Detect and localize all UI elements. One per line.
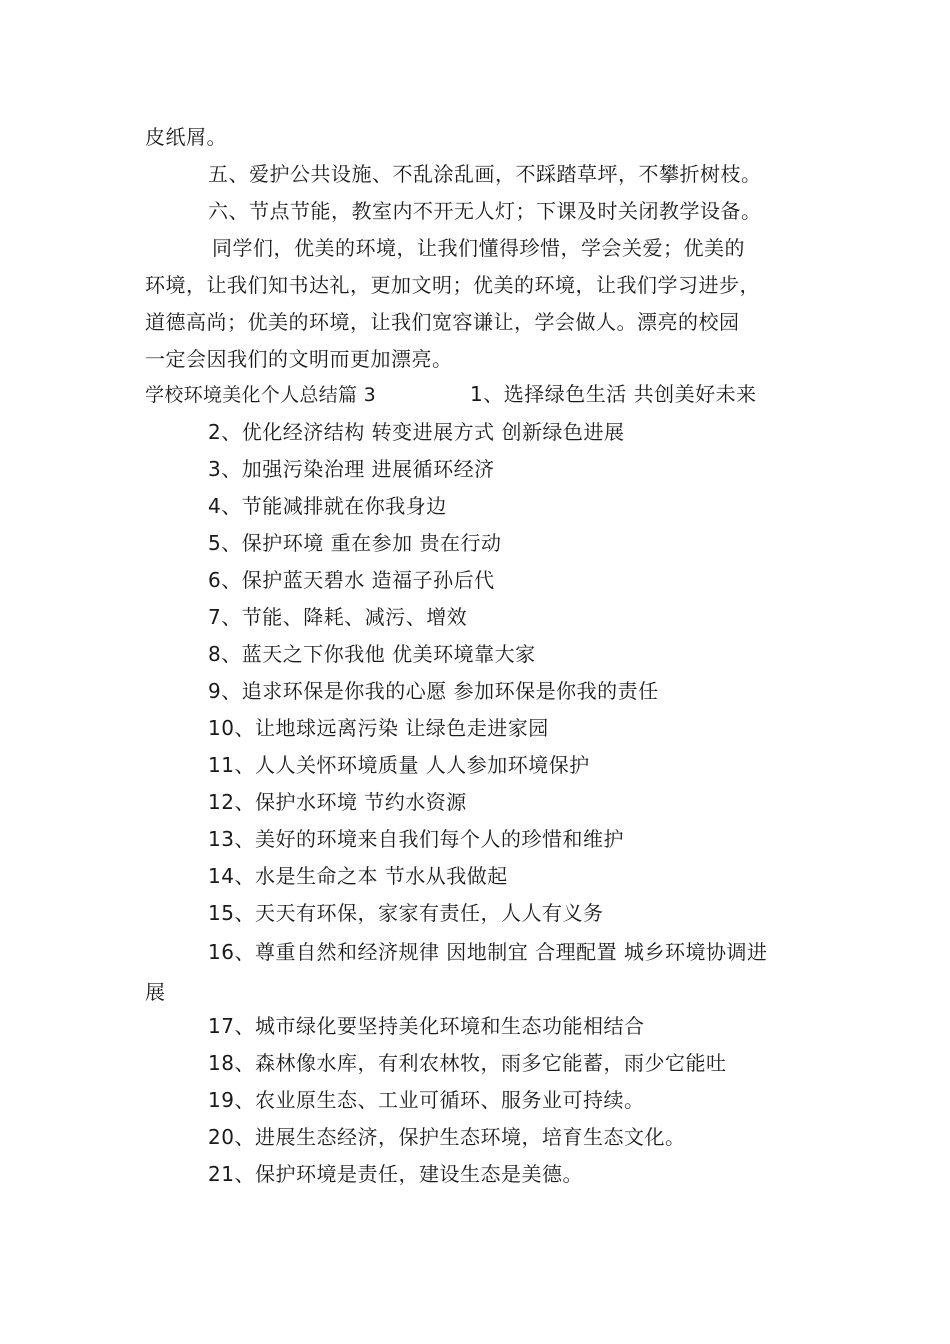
text-line: 皮纸屑。 <box>145 125 227 149</box>
list-item: 9、追求环保是你我的心愿 参加环保是你我的责任 <box>208 679 659 703</box>
list-item-continuation: 展 <box>145 980 166 1004</box>
paragraph-line: 一定会因我们的文明而更加漂亮。 <box>145 347 453 371</box>
list-item: 12、保护水环境 节约水资源 <box>208 790 467 814</box>
list-item: 20、进展生态经济，保护生态环境，培育生态文化。 <box>208 1125 686 1149</box>
list-item: 17、城市绿化要坚持美化环境和生态功能相结合 <box>208 1014 645 1038</box>
list-item: 4、节能减排就在你我身边 <box>208 494 447 518</box>
list-item: 1、选择绿色生活 共创美好未来 <box>470 382 757 406</box>
list-item: 7、节能、降耗、减污、增效 <box>208 605 468 629</box>
list-item: 13、美好的环境来自我们每个人的珍惜和维护 <box>208 827 624 851</box>
paragraph-line: 同学们，优美的环境，让我们懂得珍惜，学会关爱；优美的 <box>212 236 745 260</box>
list-item: 11、人人关怀环境质量 人人参加环境保护 <box>208 753 590 777</box>
paragraph-line: 环境，让我们知书达礼，更加文明；优美的环境，让我们学习进步， <box>145 273 760 297</box>
list-item: 16、尊重自然和经济规律 因地制宜 合理配置 城乡环境协调进 <box>208 940 768 964</box>
text-line: 六、节点节能，教室内不开无人灯；下课及时关闭教学设备。 <box>208 199 762 223</box>
list-item: 8、蓝天之下你我他 优美环境靠大家 <box>208 642 536 666</box>
list-item: 2、优化经济结构 转变进展方式 创新绿色进展 <box>208 420 625 444</box>
paragraph-line: 道德高尚；优美的环境，让我们宽容谦让，学会做人。漂亮的校园 <box>145 310 740 334</box>
list-item: 6、保护蓝天碧水 造福子孙后代 <box>208 568 495 592</box>
list-item: 18、森林像水库，有利农林牧，雨多它能蓄，雨少它能吐 <box>208 1051 727 1075</box>
list-item: 21、保护环境是责任，建设生态是美德。 <box>208 1162 583 1186</box>
list-item: 3、加强污染治理 进展循环经济 <box>208 457 495 481</box>
list-item: 15、天天有环保，家家有责任，人人有义务 <box>208 901 604 925</box>
list-item: 5、保护环境 重在参加 贵在行动 <box>208 531 502 555</box>
text-line: 五、爱护公共设施、不乱涂乱画，不踩踏草坪，不攀折树枝。 <box>208 162 762 186</box>
list-item: 10、让地球远离污染 让绿色走进家园 <box>208 716 549 740</box>
list-item: 14、水是生命之本 节水从我做起 <box>208 864 508 888</box>
section-heading: 学校环境美化个人总结篇 3 <box>145 384 377 406</box>
section-heading-row <box>145 380 757 409</box>
list-item: 19、农业原生态、工业可循环、服务业可持续。 <box>208 1088 645 1112</box>
